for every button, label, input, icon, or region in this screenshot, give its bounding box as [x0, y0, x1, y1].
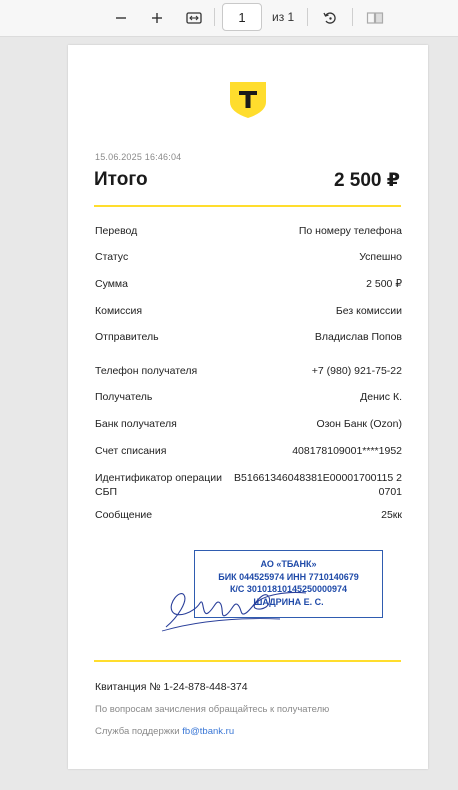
rotate-button[interactable]	[318, 6, 342, 30]
row-value: B51661346048381E00001700115 20701	[234, 472, 402, 498]
fit-width-icon	[186, 11, 202, 25]
stamp-line: К/С 30101810145250000974	[229, 584, 348, 594]
rotate-icon	[322, 10, 338, 26]
toolbar-divider	[214, 8, 215, 26]
row-label: Получатель	[95, 391, 153, 403]
row-label: Перевод	[95, 225, 138, 237]
row-value: По номеру телефона	[298, 225, 402, 237]
two-page-view-button[interactable]	[363, 6, 387, 30]
row-label: Сумма	[95, 278, 128, 290]
stamp-line: БИК 044525974 ИНН 7710140679	[218, 571, 359, 582]
row-value: Владислав Попов	[314, 331, 402, 343]
support-email-link[interactable]: fb@tbank.ru	[182, 726, 235, 737]
receipt-page	[68, 45, 428, 769]
total-label: Итого	[94, 169, 148, 190]
row-label: Телефон получателя	[95, 365, 198, 377]
row-label: Счет списания	[95, 445, 167, 457]
row-label: Идентификатор операции СБП	[95, 472, 222, 498]
tbank-logo-icon	[229, 81, 267, 119]
zoom-out-button[interactable]	[109, 6, 133, 30]
total-amount: 2 500 ₽	[333, 170, 400, 191]
page-number-input[interactable]	[222, 3, 262, 31]
book-view-icon	[366, 11, 384, 25]
row-label: Сообщение	[95, 509, 153, 521]
receipt-datetime: 15.06.2025 16:46:04	[95, 152, 182, 162]
toolbar-divider	[307, 8, 308, 26]
zoom-in-button[interactable]	[145, 6, 169, 30]
signature-image	[160, 573, 310, 635]
minus-icon	[114, 11, 128, 25]
row-label: Банк получателя	[95, 418, 177, 430]
recipient-info-note: По вопросам зачисления обращайтесь к получателю	[95, 704, 330, 715]
pdf-toolbar	[0, 0, 458, 37]
toolbar-divider	[352, 8, 353, 26]
yellow-divider	[94, 205, 401, 207]
row-value: +7 (980) 921-75-22	[311, 365, 402, 377]
page-count-label: из 1	[272, 10, 295, 24]
row-value: 2 500 ₽	[366, 278, 402, 290]
row-label: Статус	[95, 251, 129, 263]
row-value: 408178109001****1952	[292, 445, 402, 457]
row-value: Озон Банк (Ozon)	[316, 418, 402, 430]
receipt-number: Квитанция № 1-24-878-448-374	[95, 681, 248, 693]
row-value: Денис К.	[360, 391, 402, 403]
yellow-divider	[94, 660, 401, 662]
row-value: Без комиссии	[335, 305, 402, 317]
row-value: Успешно	[359, 251, 402, 263]
support-line	[95, 726, 234, 737]
row-label: Отправитель	[95, 331, 159, 343]
stamp-line: АО «ТБАНК»	[260, 559, 317, 569]
support-label: Служба поддержки	[95, 726, 180, 737]
row-label: Комиссия	[95, 305, 143, 317]
plus-icon	[150, 11, 164, 25]
row-value: 25кк	[381, 509, 402, 521]
fit-page-button[interactable]	[182, 6, 206, 30]
stamp-line: ШАДРИНА Е. С.	[253, 596, 324, 607]
